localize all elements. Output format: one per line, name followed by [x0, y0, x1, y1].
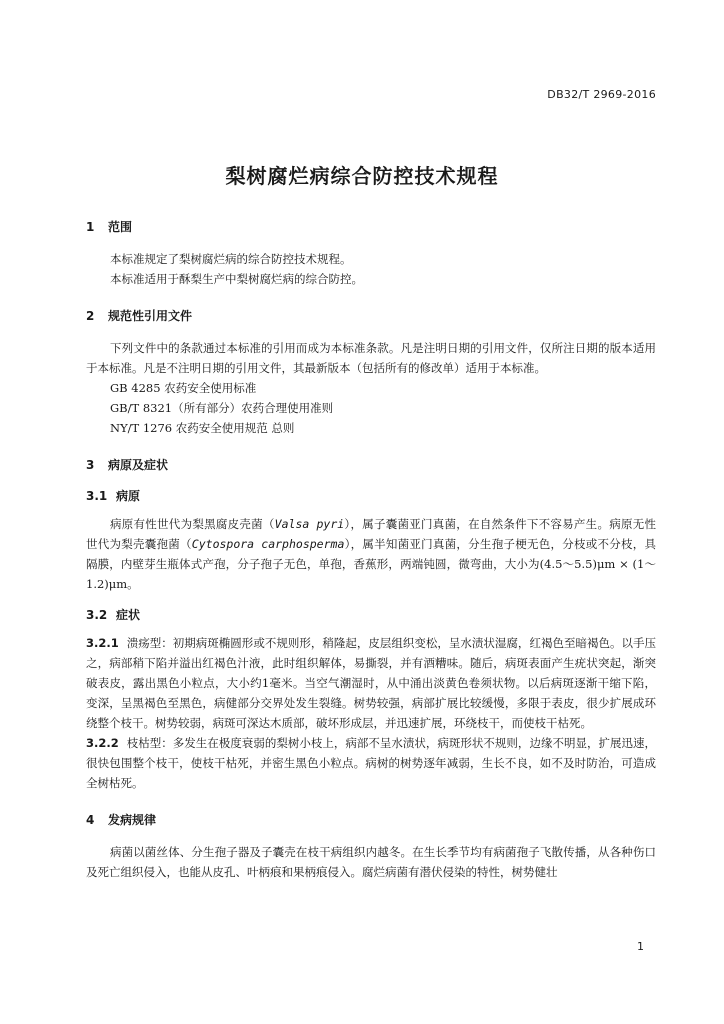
section-number: 2	[86, 309, 95, 323]
clause-number: 3.2.2	[86, 736, 119, 750]
section-number: 1	[86, 220, 95, 234]
section-title: 病原及症状	[108, 458, 169, 472]
page-number: 1	[637, 940, 644, 953]
subsection-number: 3.2	[86, 608, 108, 622]
section-title: 规范性引用文件	[108, 309, 193, 323]
clause-canker-type	[86, 633, 656, 733]
clause-text: 枝枯型：多发生在极度衰弱的梨树小枝上，病部不呈水渍状，病斑形状不规则，边缘不明显，扩展迅速，很快包围整个枝干，使枝干枯死，并密生黑色小粒点。病树的树势逐年减弱，生长不良，如不及时防治，可造成全树枯死。	[86, 736, 656, 790]
reference-item: GB/T 8321（所有部分）农药合理使用准则	[110, 401, 334, 415]
paragraph: 本标准适用于酥梨生产中梨树腐烂病的综合防控。	[110, 272, 363, 286]
clause-text: 溃疡型：初期病斑椭圆形或不规则形，稍隆起，皮层组织变松，呈水渍状湿腐，红褐色至暗褐色。以手压之，病部稍下陷并溢出红褐色汁液，此时组织解体，易撕裂，并有酒糟味。随后，病斑表面产生疣状突起，渐突破表皮，露出黑色小粒点，大小约1毫米。当空气潮湿时，从中涌出淡黄色卷须状物。以后病斑逐渐干缩下陷，变深，呈黑褐色至黑色，病健部分交界处发生裂缝。树势较强，病部扩展比较缓慢，多限于表皮，很少扩展成环绕整个枝干。树势较弱，病斑可深达木质部，破坏形成层，并迅速扩展，环绕枝干，而使枝干枯死。	[86, 636, 656, 730]
text-run: ），属子囊菌亚门真菌，在自然条件下不容易产生。病原无性世代为梨壳囊孢菌（	[86, 517, 656, 551]
paragraph: 下列文件中的条款通过本标准的引用而成为本标准条款。凡是注明日期的引用文件，仅所注日期的版本适用于本标准。凡是不注明日期的引用文件，其最新版本（包括所有的修改单）适用于本标准。	[86, 341, 656, 375]
paragraph: 病菌以菌丝体、分生孢子器及子囊壳在枝干病组织内越冬。在生长季节均有病菌孢子飞散传播，从各种伤口及死亡组织侵入，也能从皮孔、叶柄痕和果柄痕侵入。腐烂病菌有潜伏侵染的特性，树势健壮	[86, 845, 656, 879]
section-heading-disease-pattern	[86, 811, 656, 828]
reference-item: NY/T 1276 农药安全使用规范 总则	[110, 421, 295, 435]
section-number: 3	[86, 458, 95, 472]
subsection-heading-pathogen	[86, 487, 656, 504]
subsection-heading-symptoms	[86, 606, 656, 623]
paragraph-pathogen	[86, 514, 656, 594]
section-title: 范围	[108, 220, 133, 234]
paragraph: 本标准规定了梨树腐烂病的综合防控技术规程。	[110, 252, 352, 266]
latin-name: Valsa pyri	[274, 517, 345, 531]
clause-dieback-type	[86, 733, 656, 793]
document-body	[86, 218, 656, 882]
latin-name: Cytospora carphosperma	[191, 537, 345, 551]
section-heading-scope	[86, 218, 656, 235]
subsection-number: 3.1	[86, 489, 108, 503]
section-title: 发病规律	[108, 813, 157, 827]
standard-code: DB32/T 2969-2016	[547, 88, 656, 101]
section-heading-normative-references	[86, 307, 656, 324]
section-number: 4	[86, 813, 95, 827]
text-run: 病原有性世代为梨黑腐皮壳菌（	[110, 517, 275, 531]
subsection-title: 症状	[116, 608, 141, 622]
document-title: 梨树腐烂病综合防控技术规程	[225, 164, 499, 188]
clause-number: 3.2.1	[86, 636, 119, 650]
text-run: ），属半知菌亚门真菌，分生孢子梗无色，分枝或不分枝，具隔膜，内壁芽生瓶体式产孢，分子孢子无色，单孢，香蕉形，两端钝圆，微弯曲，大小为(4.5～5.5)μm × (1～1.2)μm。	[86, 537, 656, 591]
reference-item: GB 4285 农药安全使用标准	[110, 381, 257, 395]
subsection-title: 病原	[116, 489, 141, 503]
section-heading-pathogen-symptoms	[86, 456, 656, 473]
